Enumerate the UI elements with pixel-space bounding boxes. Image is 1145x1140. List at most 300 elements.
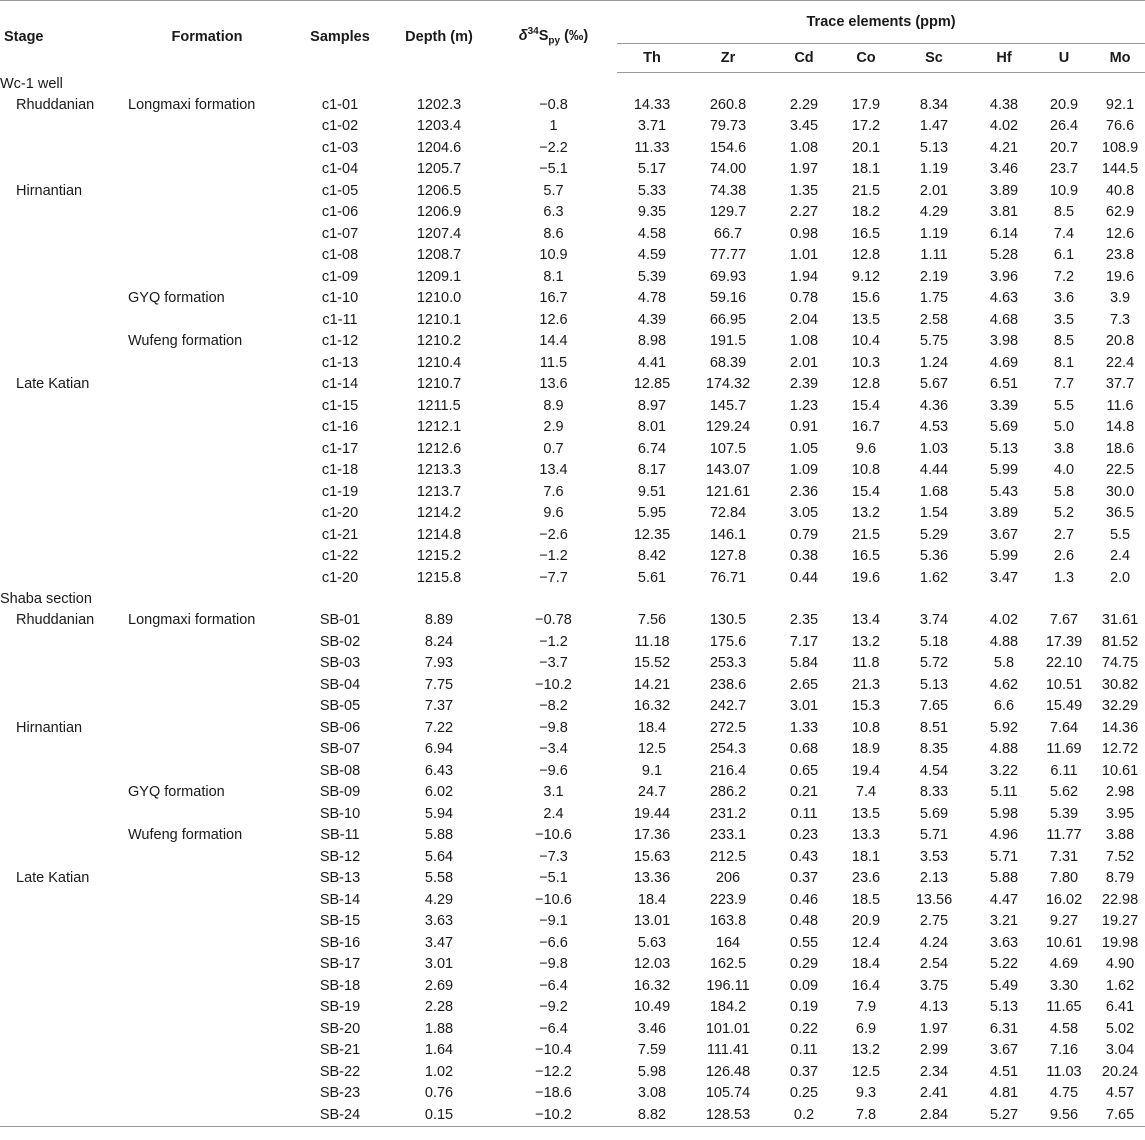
element-value-cell: 20.1 [851,139,881,156]
element-value-cell: 5.11 [990,784,1018,801]
element-value-cell: 1.62 [1105,977,1135,994]
element-value-cell: 0.19 [789,999,819,1016]
depth-cell: 1214.8 [416,526,462,543]
delta34s-cell: −5.1 [539,161,568,178]
element-value-cell: 66.95 [709,311,747,328]
element-value-cell: 4.0 [1053,462,1075,479]
element-value-cell: 15.49 [1045,698,1083,715]
stage-cell [0,159,122,181]
element-value-cell: 0.37 [789,1063,819,1080]
section-row [0,589,1145,610]
element-value-cell: 6.14 [989,225,1019,242]
stage-cell [0,503,122,525]
formation-cell [122,954,292,976]
table-body [0,73,1145,1127]
delta34s-cell: 0.7 [543,440,564,457]
element-value-cell: 196.11 [706,977,750,994]
delta34s-cell: 16.7 [539,290,568,307]
formation-cell [122,889,292,911]
element-value-cell: 11.03 [1046,1063,1082,1080]
table-row [0,116,1145,138]
element-value-cell: 14.33 [633,96,671,113]
sample-cell: SB-23 [319,1085,361,1102]
element-value-cell: 7.4 [855,784,877,801]
element-value-cell: 18.4 [637,891,667,908]
delta34s-cell: −6.4 [539,1020,568,1037]
table-row [0,223,1145,245]
element-value-cell: 14.8 [1105,419,1135,436]
depth-cell: 1214.2 [416,505,462,522]
element-value-cell: 5.5 [1109,526,1131,543]
element-value-cell: 2.39 [789,376,819,393]
depth-cell: 2.69 [424,977,454,994]
element-value-cell: 37.7 [1105,376,1135,393]
element-value-cell: 7.7 [1053,376,1075,393]
element-value-cell: 21.5 [851,526,881,543]
delta34s-cell: −6.6 [539,934,568,951]
element-value-cell: 1.24 [919,354,949,371]
element-value-cell: 7.3 [1109,311,1131,328]
table-row [0,309,1145,331]
sample-cell: c1-05 [321,182,359,199]
element-value-cell: 6.11 [1050,762,1078,779]
element-value-cell: 0.55 [789,934,819,951]
element-value-cell: 3.89 [989,505,1019,522]
element-value-cell: 72.84 [709,505,747,522]
element-value-cell: 20.9 [851,913,881,930]
element-value-cell: 9.12 [851,268,881,285]
stage-cell [0,266,122,288]
element-value-cell: 5.13 [989,999,1019,1016]
stage-cell [0,1083,122,1105]
element-value-cell: 0.48 [789,913,819,930]
element-value-cell: 13.2 [851,1042,881,1059]
element-value-cell: 11.33 [634,139,670,156]
element-value-cell: 5.72 [919,655,949,672]
stage-cell: Late Katian [16,870,90,887]
stage-cell: Late Katian [16,376,90,393]
element-value-cell: 36.5 [1105,505,1135,522]
stage-cell [0,137,122,159]
element-value-cell: 2.54 [919,956,949,973]
formation-cell [122,760,292,782]
element-value-cell: 19.6 [1105,268,1135,285]
element-value-cell: 7.17 [789,633,819,650]
element-value-cell: 1.11 [920,247,948,264]
element-value-cell: 5.8 [993,655,1015,672]
element-value-cell: 1.75 [919,290,949,307]
element-value-cell: 5.61 [637,569,667,586]
element-value-cell: 74.00 [709,161,747,178]
sample-cell: c1-18 [321,462,359,479]
element-value-cell: 20.7 [1049,139,1079,156]
depth-cell: 6.94 [424,741,454,758]
element-value-cell: 5.5 [1053,397,1075,414]
element-value-cell: 7.64 [1049,719,1079,736]
sample-cell: SB-16 [319,934,361,951]
depth-cell: 1204.6 [416,139,462,156]
element-value-cell: 5.71 [919,827,949,844]
element-value-cell: 13.2 [851,505,881,522]
element-value-cell: 238.6 [709,676,747,693]
element-value-cell: 4.29 [919,204,949,221]
sample-cell: SB-22 [319,1063,361,1080]
element-value-cell: 5.67 [919,376,949,393]
element-value-cell: 5.18 [919,633,949,650]
table-row [0,331,1145,353]
element-value-cell: 3.98 [989,333,1019,350]
element-value-cell: 4.78 [637,290,667,307]
element-value-cell: 66.7 [713,225,743,242]
element-value-cell: 4.96 [989,827,1019,844]
element-value-cell: 4.68 [989,311,1019,328]
element-value-cell: 4.88 [989,633,1019,650]
element-value-cell: 5.39 [637,268,667,285]
stage-cell [0,288,122,310]
formation-cell [122,503,292,525]
element-value-cell: 2.01 [789,354,819,371]
delta34s-cell: −6.4 [539,977,568,994]
element-value-cell: 5.36 [919,548,949,565]
col-header-element: Sc [893,44,975,73]
table-row [0,266,1145,288]
element-value-cell: 11.69 [1046,741,1082,758]
sample-cell: SB-21 [319,1042,361,1059]
element-value-cell: 13.5 [851,805,881,822]
element-value-cell: 10.8 [851,462,881,479]
delta34s-cell: 11.5 [539,354,568,371]
delta34s-cell: 10.9 [539,247,568,264]
sample-cell: c1-06 [321,204,359,221]
formation-cell [122,1018,292,1040]
table-row [0,696,1145,718]
element-value-cell: 231.2 [709,805,747,822]
element-value-cell: 12.03 [633,956,671,973]
depth-cell: 1.02 [424,1063,454,1080]
element-value-cell: 1.08 [789,139,819,156]
formation-cell [122,1083,292,1105]
formation-cell: Longmaxi formation [128,612,256,629]
table-row [0,911,1145,933]
section-title: Wc-1 well [0,75,63,92]
table-row [0,546,1145,568]
element-value-cell: 10.9 [1049,182,1079,199]
element-value-cell: 3.89 [989,182,1019,199]
element-value-cell: 272.5 [709,719,747,736]
sample-cell: SB-07 [319,741,361,758]
element-value-cell: 15.52 [633,655,671,672]
element-value-cell: 4.36 [919,397,949,414]
table-row [0,1018,1145,1040]
delta34s-cell: 13.4 [539,462,568,479]
element-value-cell: 254.3 [709,741,747,758]
formation-cell [122,524,292,546]
element-value-cell: 4.21 [989,139,1019,156]
formation-cell [122,868,292,890]
element-value-cell: 3.30 [1049,977,1079,994]
col-header-element: Co [839,44,893,73]
element-value-cell: 31.61 [1101,612,1139,629]
element-value-cell: 2.75 [919,913,949,930]
element-value-cell: 10.8 [851,719,881,736]
element-value-cell: 3.46 [989,161,1019,178]
element-value-cell: 17.2 [851,118,881,135]
element-value-cell: 8.17 [637,462,667,479]
element-value-cell: 4.38 [989,96,1019,113]
element-value-cell: 5.2 [1053,505,1075,522]
element-value-cell: 9.1 [641,762,663,779]
stage-cell [0,438,122,460]
element-value-cell: 2.19 [919,268,949,285]
delta34s-cell: 12.6 [539,311,568,328]
col-header-element: Cd [769,44,839,73]
formation-cell [122,202,292,224]
element-value-cell: 12.72 [1101,741,1139,758]
element-value-cell: 17.9 [851,96,881,113]
element-value-cell: 62.9 [1105,204,1135,221]
delta34s-cell: −10.6 [535,891,572,908]
depth-cell: 1.64 [424,1042,454,1059]
element-value-cell: 7.4 [1053,225,1075,242]
delta34s-cell: 8.9 [543,397,564,414]
element-value-cell: 8.34 [919,96,949,113]
col-header-samples: Samples [292,1,388,73]
element-value-cell: 13.36 [633,870,671,887]
element-value-cell: 7.65 [1095,1104,1145,1126]
element-value-cell: 7.52 [1105,848,1135,865]
element-value-cell: 107.5 [709,440,747,457]
element-value-cell: 19.27 [1101,913,1139,930]
element-value-cell: 0.37 [789,870,819,887]
element-value-cell: 4.54 [919,762,949,779]
element-value-cell: 10.61 [1045,934,1083,951]
element-value-cell: 5.0 [1053,419,1075,436]
element-value-cell: 3.95 [1105,805,1135,822]
element-value-cell: 1.54 [919,505,949,522]
element-value-cell: 8.01 [637,419,667,436]
table-row [0,782,1145,804]
element-value-cell: 5.98 [637,1063,667,1080]
depth-cell: 0.76 [424,1085,454,1102]
delta-symbol: δ [518,28,528,45]
table-row [0,567,1145,589]
depth-cell: 7.37 [424,698,454,715]
element-value-cell: 3.67 [989,1042,1019,1059]
element-value-cell: 242.7 [709,698,747,715]
sample-cell: SB-06 [319,719,361,736]
element-value-cell: 162.5 [709,956,747,973]
delta34s-cell: −1.2 [539,633,568,650]
delta34s-cell: 5.7 [543,182,564,199]
col-header-trace-elements: Trace elements (ppm) [617,1,1145,44]
element-value-cell: 16.5 [851,548,881,565]
delta34s-cell: −5.1 [539,870,568,887]
element-value-cell: 4.62 [989,676,1019,693]
stage-cell [0,739,122,761]
sample-cell: SB-08 [319,762,361,779]
element-value-cell: 0.65 [789,762,819,779]
sample-cell: c1-19 [321,483,359,500]
element-value-cell: 1.33 [789,719,819,736]
table-row [0,631,1145,653]
element-value-cell: 0.98 [789,225,819,242]
delta34s-cell: 7.6 [543,483,564,500]
element-value-cell: 1.94 [789,268,819,285]
formation-cell [122,674,292,696]
element-value-cell: 15.3 [851,698,881,715]
element-value-cell: 74.38 [709,182,747,199]
table-row [0,868,1145,890]
stage-cell [0,202,122,224]
element-value-cell: 17.36 [633,827,671,844]
element-value-cell: 59.16 [709,290,747,307]
formation-cell [122,631,292,653]
element-value-cell: 4.41 [637,354,667,371]
delta34s-cell: −9.2 [539,999,568,1016]
element-value-cell: 18.1 [851,161,881,178]
stage-cell: Hirnantian [16,182,83,199]
element-value-cell: 2.84 [893,1104,975,1126]
element-value-cell: 7.67 [1049,612,1079,629]
sample-cell: SB-17 [319,956,361,973]
sample-cell: c1-22 [321,548,359,565]
element-value-cell: 1.68 [919,483,949,500]
delta34s-cell: −9.8 [539,956,568,973]
element-value-cell: 18.9 [851,741,881,758]
stage-cell [0,803,122,825]
table-row [0,94,1145,116]
element-value-cell: 0.2 [769,1104,839,1126]
stage-cell [0,417,122,439]
element-value-cell: 2.36 [789,483,819,500]
element-value-cell: 253.3 [709,655,747,672]
delta34s-cell: 1 [549,118,558,135]
element-value-cell: 5.92 [989,719,1019,736]
sample-cell: c1-21 [321,526,359,543]
element-value-cell: 1.3 [1053,569,1075,586]
delta34s-cell: −2.6 [539,526,568,543]
element-value-cell: 129.24 [705,419,751,436]
delta34s-cell: −9.6 [539,762,568,779]
element-value-cell: 5.8 [1053,483,1075,500]
element-value-cell: 13.01 [633,913,671,930]
stage-cell [0,674,122,696]
sample-cell: SB-11 [320,827,360,844]
element-value-cell: 130.5 [709,612,747,629]
element-value-cell: 8.35 [919,741,949,758]
stage-cell [0,395,122,417]
element-value-cell: 1.19 [919,161,949,178]
element-value-cell: 6.9 [855,1020,877,1037]
stage-cell [0,460,122,482]
element-value-cell: 286.2 [709,784,747,801]
element-value-cell: 145.7 [709,397,747,414]
element-value-cell: 4.81 [989,1085,1019,1102]
delta34s-cell: 13.6 [539,376,568,393]
element-value-cell: 10.3 [851,354,881,371]
table-row [0,1104,1145,1126]
stage-cell [0,825,122,847]
formation-cell: GYQ formation [128,290,225,307]
element-value-cell: 23.8 [1105,247,1135,264]
depth-cell: 1210.7 [416,376,462,393]
sample-cell: c1-20 [321,569,359,586]
element-value-cell: 111.41 [706,1042,750,1059]
sample-cell: c1-03 [321,139,359,156]
depth-cell: 6.43 [424,762,454,779]
stage-cell [0,782,122,804]
stage-cell [0,889,122,911]
delta-s: S [538,28,549,45]
element-value-cell: 4.57 [1105,1085,1135,1102]
formation-cell [122,245,292,267]
element-value-cell: 30.0 [1105,483,1135,500]
element-value-cell: 76.71 [709,569,747,586]
element-value-cell: 1.23 [789,397,819,414]
element-value-cell: 12.5 [637,741,667,758]
table-row [0,460,1145,482]
formation-cell [122,975,292,997]
element-value-cell: 9.56 [1033,1104,1095,1126]
element-value-cell: 8.97 [637,397,667,414]
table-row [0,202,1145,224]
element-value-cell: 4.63 [989,290,1019,307]
element-value-cell: 5.69 [919,805,949,822]
delta34s-cell: −9.8 [539,719,568,736]
element-value-cell: 5.17 [637,161,667,178]
sample-cell: c1-09 [321,268,359,285]
depth-cell: 5.88 [424,827,454,844]
depth-cell: 5.64 [424,848,454,865]
element-value-cell: 7.2 [1053,268,1075,285]
depth-cell: 1210.1 [416,311,462,328]
delta34s-cell: −7.7 [539,569,568,586]
element-value-cell: 11.65 [1046,999,1082,1016]
sample-cell: SB-10 [319,805,361,822]
element-value-cell: 2.41 [919,1085,949,1102]
element-value-cell: 10.4 [851,333,881,350]
element-value-cell: 13.3 [851,827,881,844]
delta34s-cell: 9.6 [543,505,564,522]
element-value-cell: 16.32 [633,977,671,994]
element-value-cell: 4.53 [919,419,949,436]
element-value-cell: 260.8 [709,96,747,113]
table-row [0,1083,1145,1105]
formation-cell [122,309,292,331]
element-value-cell: 1.97 [919,1020,949,1037]
element-value-cell: 4.44 [919,462,949,479]
element-value-cell: 19.4 [851,762,881,779]
formation-cell [122,159,292,181]
element-value-cell: 2.65 [789,676,819,693]
delta-subscript: py [548,36,561,48]
element-value-cell: 8.5 [1053,333,1075,350]
element-value-cell: 11.6 [1106,397,1134,414]
element-value-cell: 127.8 [709,548,747,565]
element-value-cell: 3.53 [919,848,949,865]
depth-cell: 7.93 [424,655,454,672]
element-value-cell: 4.02 [989,612,1019,629]
col-header-depth: Depth (m) [388,1,490,73]
element-value-cell: 6.1 [1053,247,1075,264]
sample-cell: SB-19 [319,999,361,1016]
element-value-cell: 3.01 [789,698,819,715]
table-row [0,803,1145,825]
element-value-cell: 3.21 [989,913,1019,930]
element-value-cell: 19.98 [1101,934,1139,951]
element-value-cell: 0.23 [789,827,819,844]
stage-cell: Hirnantian [16,719,83,736]
